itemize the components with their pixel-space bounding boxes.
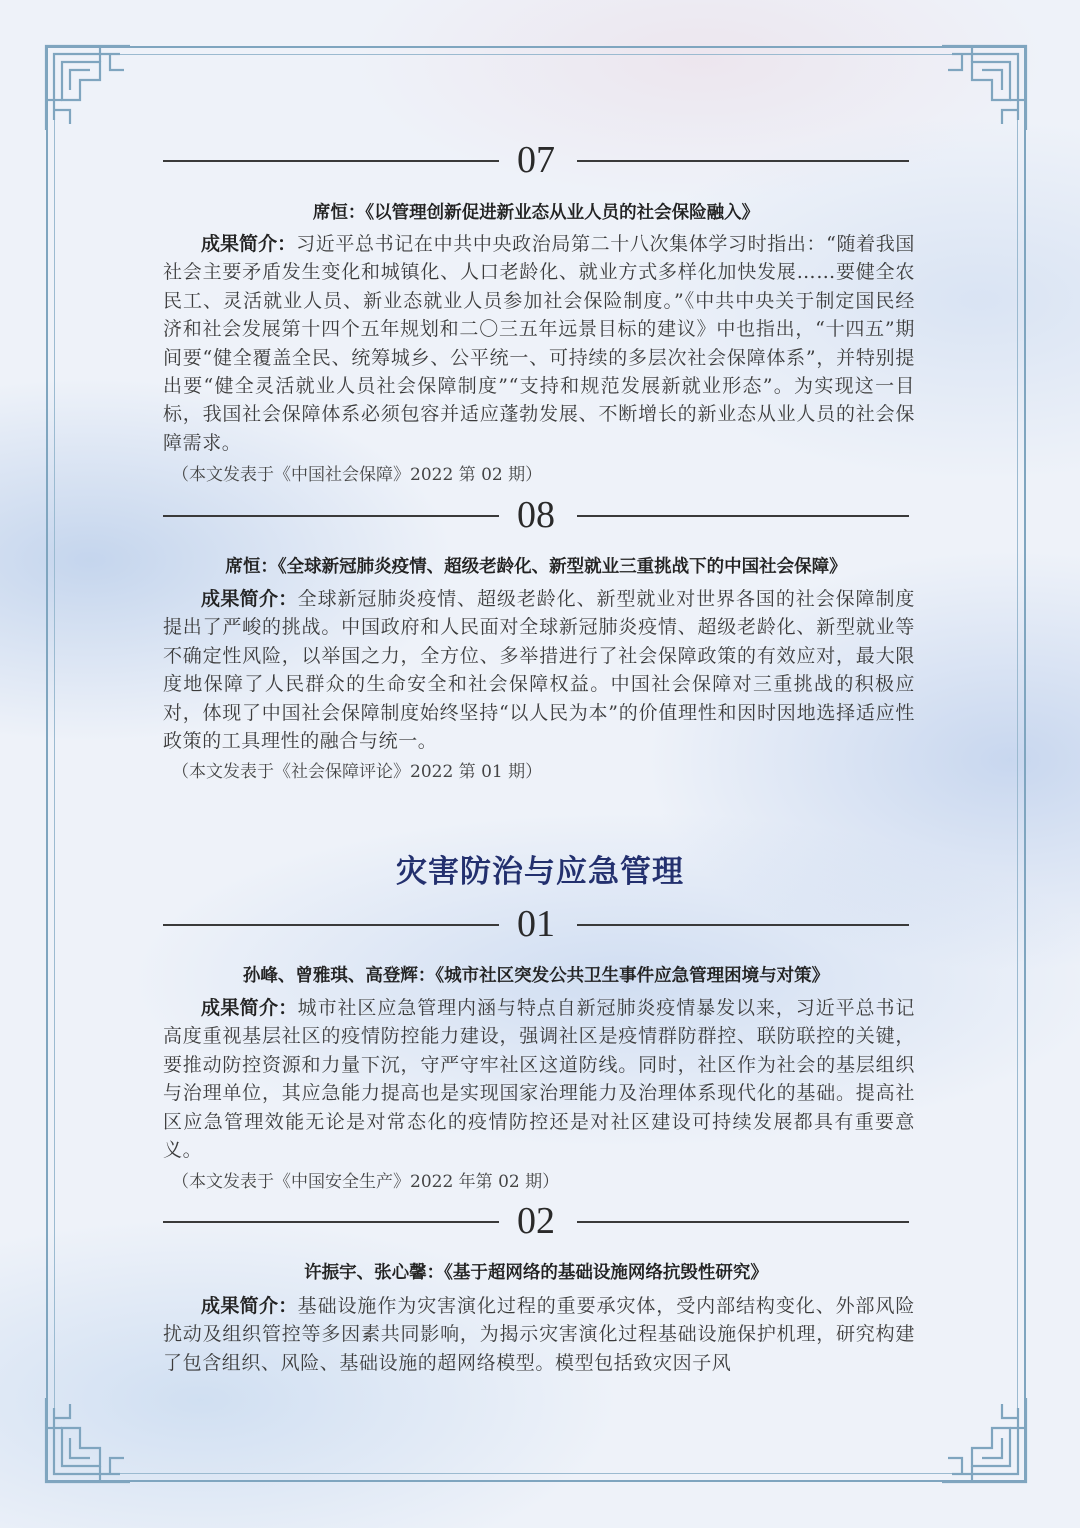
publication-note: （本文发表于《中国社会保障》2022 第 02 期）: [172, 465, 543, 485]
corner-ornament-icon: [936, 40, 1032, 136]
divider-line: [577, 160, 909, 162]
abstract-label: 成果简介：: [201, 233, 297, 255]
abstract-label: 成果简介：: [201, 588, 298, 610]
abstract-text: 城市社区应急管理内涵与特点自新冠肺炎疫情暴发以来，习近平总书记高度重视基层社区的疫情防控能力建设，强调社区是疫情群防群控、联防联控的关键，要推动防控资源和力量下沉，守严守牢社区这道防线。同时，社区作为社会的基层组织与治理单位，其应急能力提高也是实现国家治理能力及治理体系现代化的基础。提高社区应急管理效能无论是对常态化的疫情防控还是对社区建设可持续发展都具有重要意义。: [163, 997, 915, 1162]
section-divider: [163, 902, 909, 946]
abstract-text: 基础设施作为灾害演化过程的重要承灾体，受内部结构变化、外部风险扰动及组织管控等多因素共同影响，为揭示灾害演化过程基础设施保护机理，研究构建了包含组织、风险、基础设施的超网络模型。模型包括致灾因子风: [163, 1295, 915, 1374]
corner-ornament-icon: [40, 40, 136, 136]
article-abstract: [163, 585, 915, 755]
section-number: 02: [517, 1200, 555, 1242]
section-number: 08: [517, 494, 555, 536]
section-number: 01: [517, 903, 555, 945]
section-number: 07: [517, 139, 555, 181]
article-title: 许振宇、张心馨：《基于超网络的基础设施网络抗毁性研究》: [304, 1263, 768, 1283]
abstract-text: 习近平总书记在中共中央政治局第二十八次集体学习时指出：“随着我国社会主要矛盾发生变化和城镇化、人口老龄化、就业方式多样化加快发展……要健全农民工、灵活就业人员、新业态就业人员参加社会保险制度。”《中共中央关于制定国民经济和社会发展第十四个五年规划和二〇三五年远景目标的建议》中也指出，“十四五”期间要“健全覆盖全民、统筹城乡、公平统一、可持续的多层次社会保障体系”，并特别提出要“健全灵活就业人员社会保障制度”“支持和规范发展新就业形态”。为实现这一目标，我国社会保障体系必须包容并适应蓬勃发展、不断增长的新业态从业人员的社会保障需求。: [163, 233, 915, 454]
section-divider: [163, 138, 909, 182]
corner-ornament-icon: [936, 1392, 1032, 1488]
article-title: 席恒：《以管理创新促进新业态从业人员的社会保险融入》: [312, 203, 760, 223]
article-abstract: [163, 1292, 915, 1377]
corner-ornament-icon: [40, 1392, 136, 1488]
publication-note: （本文发表于《社会保障评论》2022 第 01 期）: [172, 762, 543, 782]
section-divider: [163, 1199, 909, 1243]
divider-line: [577, 1221, 909, 1223]
abstract-text: 全球新冠肺炎疫情、超级老龄化、新型就业对世界各国的社会保障制度提出了严峻的挑战。中国政府和人民面对全球新冠肺炎疫情、超级老龄化、新型就业等不确定性风险，以举国之力，全方位、多举措进行了社会保障政策的有效应对，最大限度地保障了人民群众的生命安全和社会保障权益。中国社会保障对三重挑战的积极应对，体现了中国社会保障制度始终坚持“以人民为本”的价值理性和因时因地选择适应性政策的工具理性的融合与统一。: [163, 588, 915, 753]
article-abstract: [163, 994, 915, 1164]
section-heading: 灾害防治与应急管理: [396, 854, 684, 890]
article-title: 孙峰、曾雅琪、高登辉：《城市社区突发公共卫生事件应急管理困境与对策》: [242, 966, 830, 986]
divider-line: [577, 924, 909, 926]
abstract-label: 成果简介：: [201, 997, 298, 1019]
divider-line: [577, 515, 909, 517]
section-divider: [163, 493, 909, 537]
article-abstract: [163, 230, 915, 457]
publication-note: （本文发表于《中国安全生产》2022 年第 02 期）: [172, 1172, 560, 1192]
abstract-label: 成果简介：: [201, 1295, 298, 1317]
article-title: 席恒：《全球新冠肺炎疫情、超级老龄化、新型就业三重挑战下的中国社会保障》: [225, 557, 847, 577]
